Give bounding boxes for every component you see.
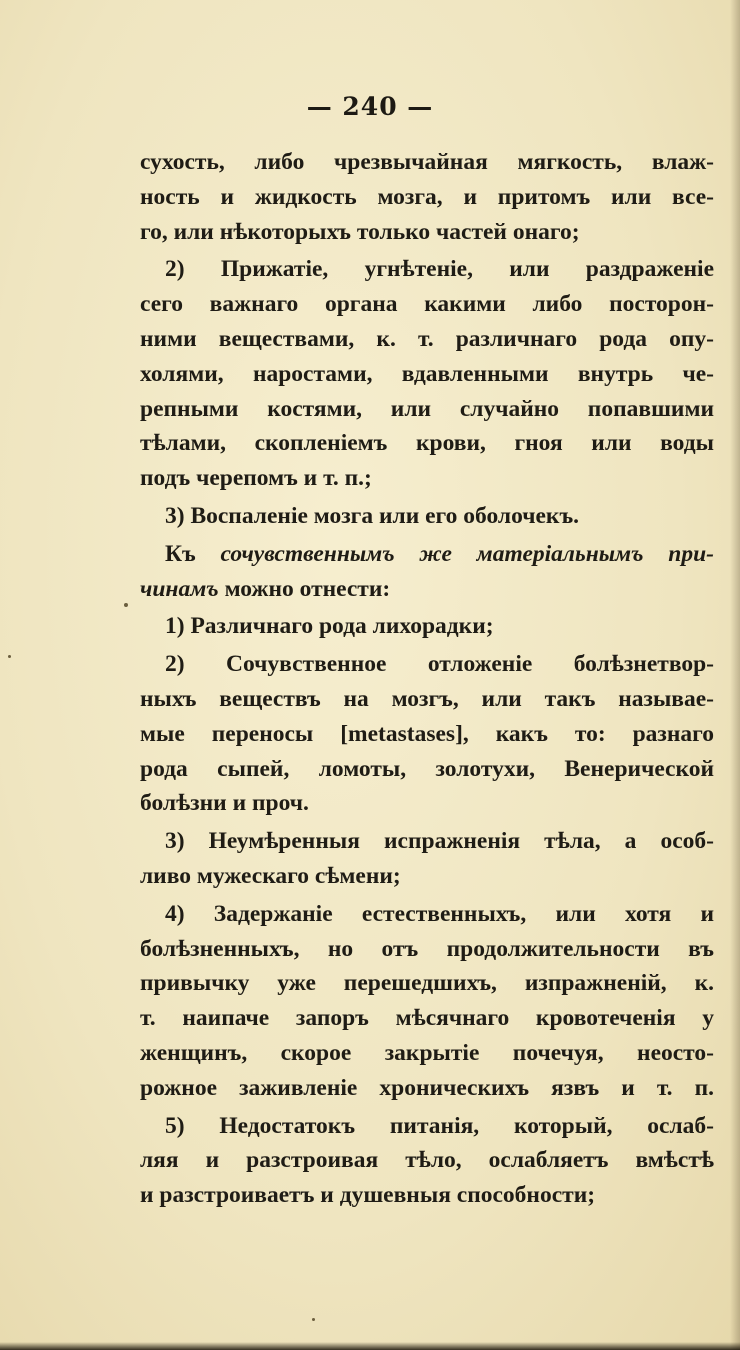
text-line: ныхъ веществъ на мозгъ, или такъ называе- <box>140 685 714 712</box>
ink-speck <box>124 603 128 607</box>
text-line: подъ черепомъ и т. п.; <box>140 465 372 492</box>
ink-speck <box>312 1318 315 1321</box>
ink-speck <box>8 655 11 658</box>
text-line: ляя и разстроивая тѣло, ослабляетъ вмѣстѣ <box>140 1147 714 1174</box>
italic-phrase: сочувственнымъ же матеріальнымъ при- <box>220 540 714 567</box>
text-line: тѣлами, скопленіемъ крови, гноя или воды <box>140 430 714 457</box>
text-line <box>140 572 714 607</box>
text-line: ними веществами, к. т. различнаго рода опу- <box>140 325 714 352</box>
text-line: ность и жидкость мозга, и притомъ или все- <box>140 183 714 210</box>
text-line: 1) Различнаго рода лихорадки; <box>165 613 494 640</box>
text-line: сухость, либо чрезвычайная мягкость, влаж- <box>140 149 714 175</box>
text-line: болѣзни и проч. <box>140 790 309 817</box>
body-text <box>140 145 714 1213</box>
text-line: женщинъ, скорое закрытіе почечуя, неосто- <box>140 1039 714 1066</box>
text-line <box>140 537 714 572</box>
text-line: рода сыпей, ломоты, золотухи, Венерической <box>140 755 714 782</box>
text-line: ливо мужескаго сѣмени; <box>140 862 401 889</box>
text-line: 2) Сочувственное отложеніе болѣзнетвор- <box>165 651 714 678</box>
text-line: 5) Недостатокъ питанія, который, ослаб- <box>165 1112 714 1139</box>
text-line: 4) Задержаніе естественныхъ, или хотя и <box>165 900 714 927</box>
text-line: привычку уже перешедшихъ, изпражненій, к. <box>140 970 714 997</box>
text-line: мые переносы [metastases], какъ то: разнаго <box>140 720 714 747</box>
text-line: и разстроиваетъ и душевныя способности; <box>140 1182 596 1209</box>
page-spine-shadow <box>730 0 740 1350</box>
text-line: го, или нѣкоторыхъ только частей онаго; <box>140 218 580 245</box>
text-line: 3) Неумѣренныя испражненія тѣла, а особ- <box>165 828 714 855</box>
text-line: болѣзненныхъ, но отъ продолжительности въ <box>140 935 714 962</box>
text-line: 2) Прижатіе, угнѣтеніе, или раздраженіе <box>165 256 714 283</box>
text-line: 3) Воспаленіе мозга или его оболочекъ. <box>165 502 580 529</box>
text-line: рожное заживленіе хроническихъ язвъ и т. п. <box>140 1074 714 1101</box>
page-bottom-edge <box>0 1342 740 1350</box>
text-line: т. наипаче запоръ мѣсячнаго кровотеченія у <box>140 1005 714 1032</box>
page-number: — 240 — <box>306 92 434 121</box>
text-line: холями, наростами, вдавленными внутрь че- <box>140 360 714 387</box>
line-lead: Къ <box>165 540 221 567</box>
italic-phrase: чинамъ <box>140 575 219 602</box>
line-tail: можно отнести: <box>218 575 391 602</box>
text-line: сего важнаго органа какими либо посторон- <box>140 291 714 318</box>
text-line: репными костями, или случайно попавшими <box>140 395 714 422</box>
